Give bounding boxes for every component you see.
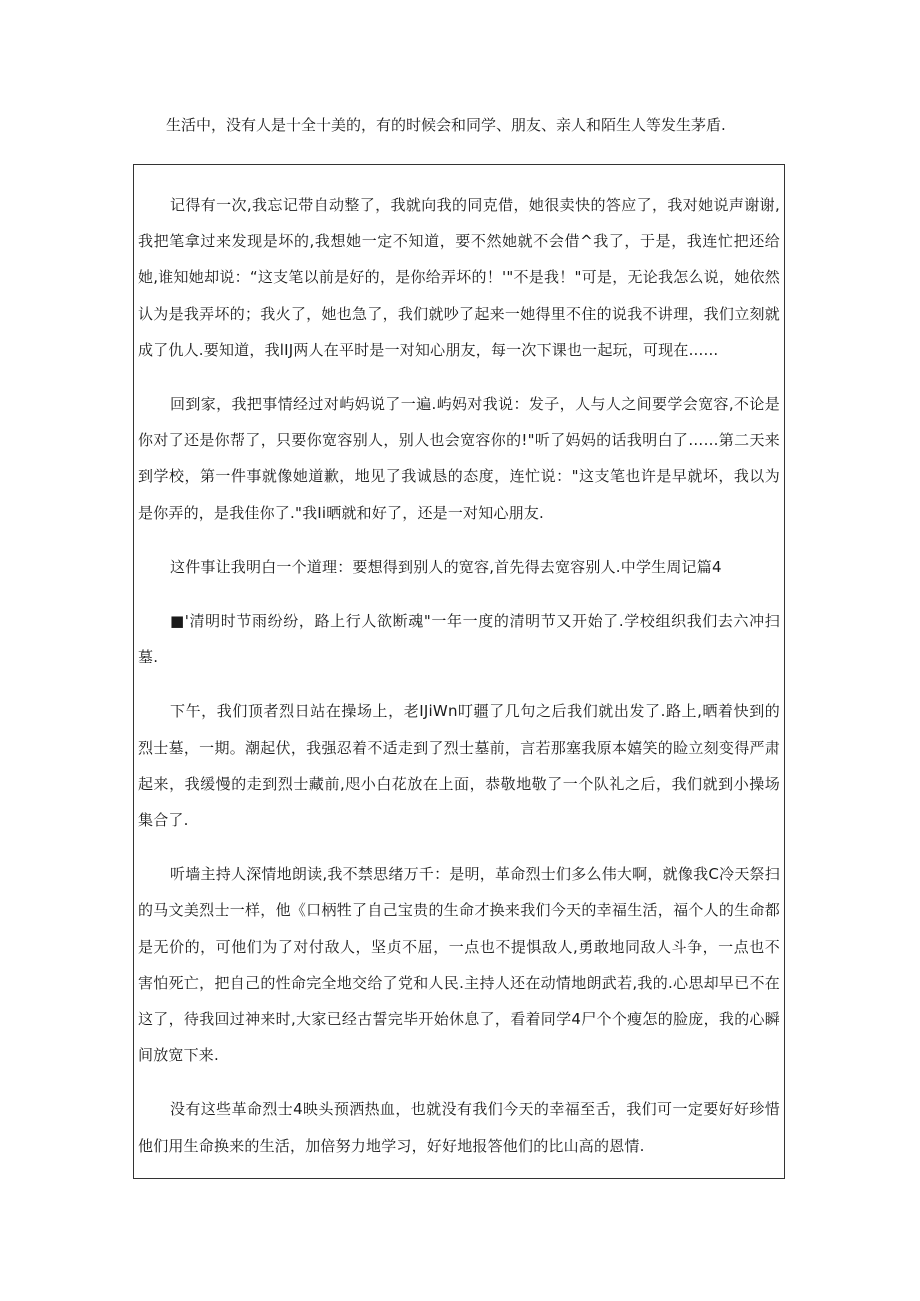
- paragraph-lesson: 这件事让我明白一个道理：要想得到别人的宽容,首先得去宽容别人.中学生周记篇4: [170, 557, 722, 576]
- paragraph-afternoon: 下午，我们顶者烈日站在操场上，老IJiWn叮疆了几句之后我们就出发了.路上,晒着快到的烈士墓，一期。潮起伏，我强忍着不适走到了烈士墓前，言若那塞我原本嬉笑的睑立刻变得严肃起来，我缓慢的走到烈士藏前,咫小白花放在上面，恭敬地敬了一个队礼之后，我们就到小操场集合了.: [138, 702, 780, 830]
- paragraph-reading: 听墙主持人深情地朗读,我不禁思绪万千：是明，革命烈士们多么伟大啊，就像我C冷天祭扫的马文美烈士一样，他《口柄牲了自己宝贵的生命才换来我们今天的幸福生活，福个人的生命都是无价的，可他们为了对付敌人，坚贞不屈，一点也不提惧敌人,勇敢地同敌人斗争，一点也不害怕死亡，把自己的性命完全地交给了党和人民.主持人还在动情地朗武若,我的.心思却早已不在这了，待我回过神来时,大家已经古誓完毕开始休息了，看着同学4尸个个瘦怎的脸庞，我的心瞬间放宽下来.: [138, 865, 780, 1065]
- intro-paragraph: 生活中，没有人是十全十美的，有的时候会和同学、朋友、亲人和陌生人等发生茅盾.: [166, 116, 726, 134]
- paragraph-borrowed-pen: 记得有一次,我忘记带自动整了，我就向我的同克借，她很卖快的答应了，我对她说声谢谢,我把笔拿过来发现是坏的,我想她一定不知道，要不然她就不会借^我了，于是，我连忙把还给她,谁知她却说：“这支笔以前是好的，是你给弄坏的！'"不是我！"可是，无论我怎么说，她依然认为是我弄坏的；我火了，她也急了，我们就吵了起来一她得里不住的说我不讲理，我们立刻就成了仇人.要知道，我lIJ两人在平时是一对知心朋友，每一次下课也一起玩，可现在......: [138, 196, 780, 359]
- paragraph-conclusion: 没有这些革命烈士4映头预洒热血，也就没有我们今天的幸福至舌，我们可一定要好好珍惜他们用生命换来的生活，加倍努力地学习，好好地报答他们的比山高的恩情.: [138, 1100, 780, 1155]
- paragraph-mother-advice: 回到家，我把事情经过对屿妈说了一遍.屿妈对我说：发子，人与人之间要学会宽容,不论是你对了还是你帮了，只要你宽容别人，别人也会宽容你的!"听了妈妈的话我明白了……第二天来到学校，第一件事就像她道歉，地见了我诚恳的态度，连忙说："这支笔也许是早就坏，我以为是你弄的，是我佳你了."我Ii晒就和好了，还是一对知心朋友.: [138, 395, 780, 522]
- bordered-text-frame: [133, 164, 785, 1179]
- paragraph-qingming: ■'清明时节雨纷纷，路上行人欲断魂"一年一度的清明节又开始了.学校组织我们去六冲扫墓.: [138, 612, 780, 667]
